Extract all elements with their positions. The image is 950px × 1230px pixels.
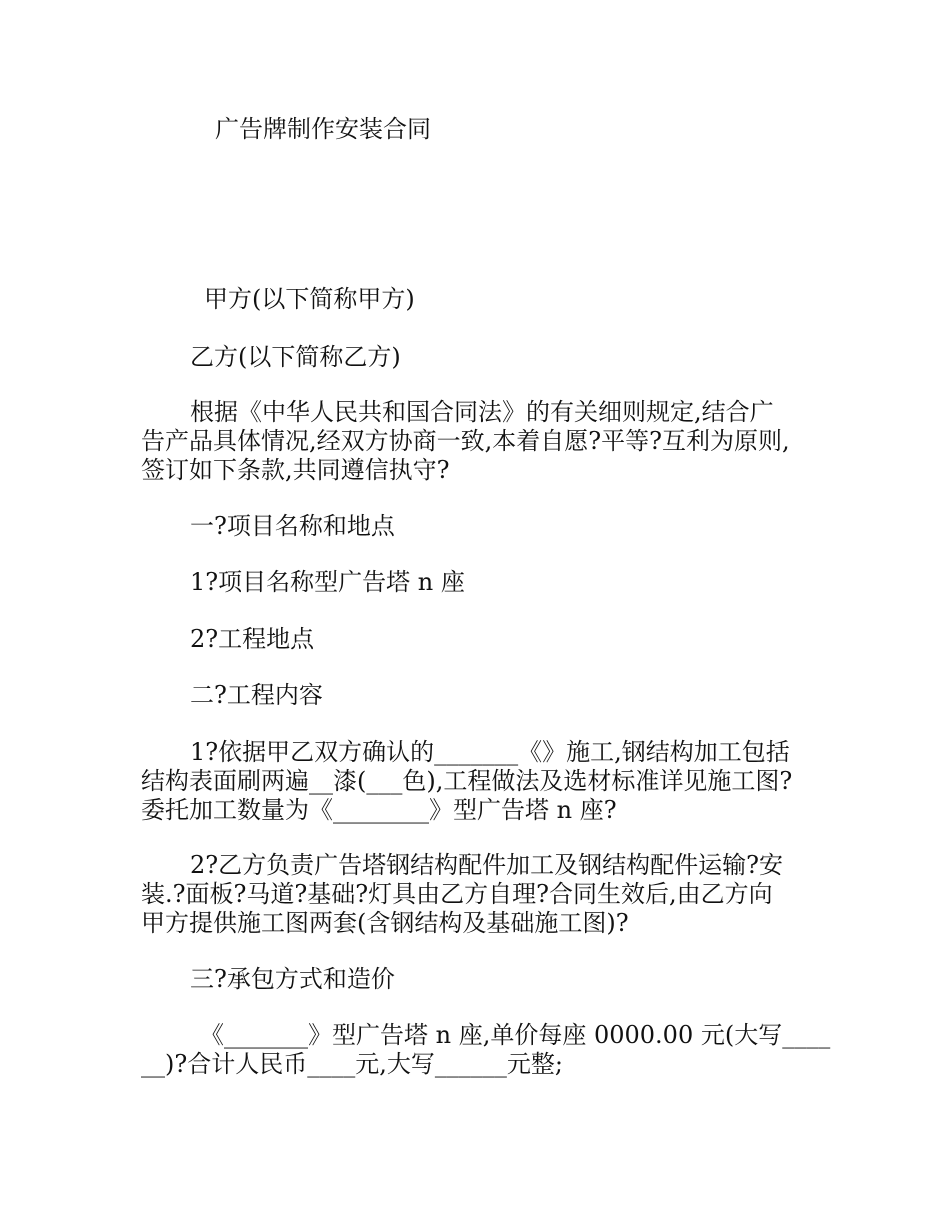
document-title: 广告牌制作安装合同 <box>215 115 431 143</box>
section2-item2-line1: 2?乙方负责广告塔钢结构配件加工及钢结构配件运输?安 <box>190 851 784 879</box>
section2-item2-line3: 甲方提供施工图两套(含钢结构及基础施工图)? <box>141 909 629 937</box>
section2-item1-line2: 结构表面刷两遍__漆(___色),工程做法及选材标准详见施工图? <box>141 767 793 795</box>
section2-item1-line3: 委托加工数量为《________》型广告塔 n 座? <box>141 796 617 824</box>
section1-item1: 1?项目名称型广告塔 n 座 <box>190 568 465 596</box>
section3-heading: 三?承包方式和造价 <box>190 965 395 993</box>
section2-item1-line1: 1?依据甲乙双方确认的_______《》施工,钢结构加工包括 <box>190 738 790 766</box>
intro-line-1: 根据《中华人民共和国合同法》的有关细则规定,结合广 <box>190 398 774 426</box>
section2-item2-line2: 装.?面板?马道?基础?灯具由乙方自理?合同生效后,由乙方向 <box>141 880 773 908</box>
party-b-line: 乙方(以下简称乙方) <box>190 343 401 371</box>
party-a-line: 甲方(以下简称甲方) <box>204 285 415 313</box>
section1-item2: 2?工程地点 <box>190 625 315 653</box>
section1-heading: 一?项目名称和地点 <box>190 512 395 540</box>
section2-heading: 二?工程内容 <box>190 681 323 709</box>
section3-body-line1: 《_______》型广告塔 n 座,单价每座 0000.00 元(大写____ <box>200 1021 831 1049</box>
intro-line-2: 告产品具体情况,经双方协商一致,本着自愿?平等?互利为原则, <box>141 427 790 455</box>
section3-body-line2: __)?合计人民币____元,大写______元整; <box>141 1050 563 1078</box>
intro-line-3: 签订如下条款,共同遵信执守? <box>141 456 450 484</box>
